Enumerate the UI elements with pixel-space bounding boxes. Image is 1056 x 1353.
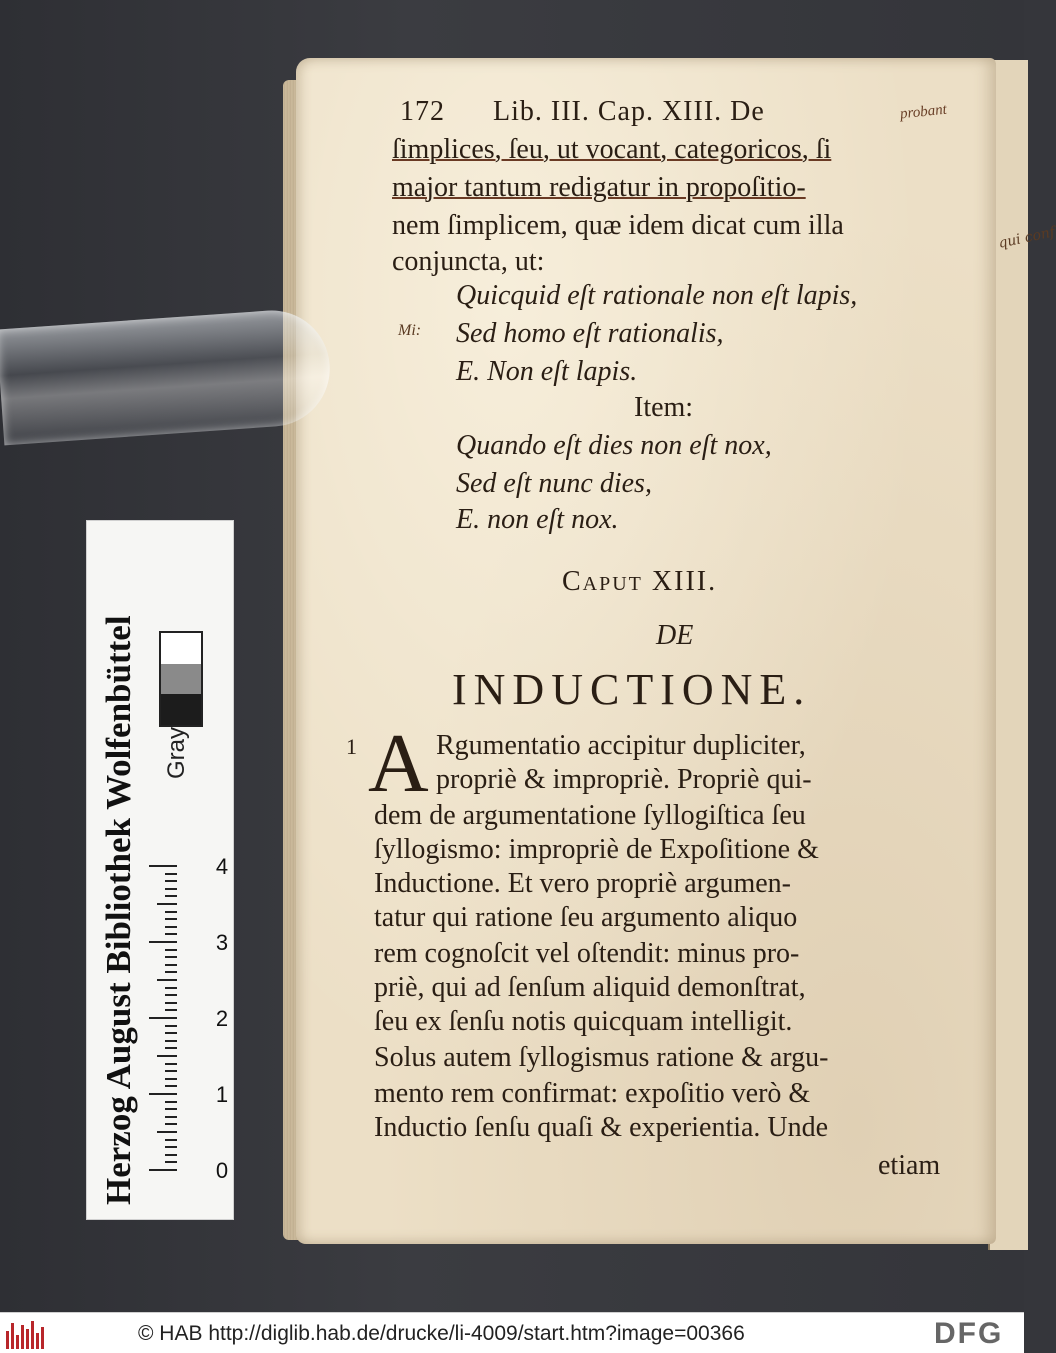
ruler-tick (165, 911, 177, 913)
ruler-tick (157, 1131, 177, 1133)
copyright-link[interactable]: © HAB http://diglib.hab.de/drucke/li-4009/start.htm?image=00366 (138, 1322, 745, 1345)
swatch-dark (161, 694, 201, 725)
chapter-number: Caput XIII. (562, 566, 718, 597)
text-line: conjuncta, ut: (392, 246, 545, 277)
syllogism-line: Sed eſt nunc dies, (456, 468, 652, 499)
syllogism-line: Sed homo eſt rationalis, (456, 318, 724, 349)
ruler-tick (165, 987, 177, 989)
ruler-tick (165, 1040, 177, 1042)
page-number: 172 (400, 96, 445, 127)
ruler-tick (157, 903, 177, 905)
ruler-tick (165, 1154, 177, 1156)
ruler-number: 4 (215, 853, 229, 879)
body-line: etiam (878, 1150, 941, 1181)
ruler-tick (149, 1169, 177, 1171)
ruler-tick (165, 1070, 177, 1072)
ruler-tick (165, 1063, 177, 1065)
ruler-tick (157, 1055, 177, 1057)
ruler-tick (165, 1078, 177, 1080)
running-head (400, 96, 765, 128)
ruler-tick (165, 1101, 177, 1103)
ruler-tick (165, 933, 177, 935)
scale-card-title: Herzog August Bibliothek Wolfenbüttel (99, 615, 138, 1205)
paragraph-number: 1 (346, 734, 357, 759)
ruler-tick (165, 1116, 177, 1118)
ruler-tick (149, 941, 177, 943)
chapter-de: DE (656, 620, 694, 651)
ruler-tick (165, 895, 177, 897)
ruler-tick (165, 994, 177, 996)
ruler-number: 3 (215, 929, 229, 955)
ruler-tick (165, 1139, 177, 1141)
ruler-tick (165, 1032, 177, 1034)
body-line: dem de argumentatione ſyllogiſtica ſeu (374, 800, 806, 831)
ruler-tick (157, 979, 177, 981)
ruler-tick (149, 1017, 177, 1019)
body-line: ſeu ex ſenſu notis quicquam intelligit. (374, 1006, 793, 1037)
ruler-tick (149, 865, 177, 867)
syllogism-line: E. non eſt nox. (456, 504, 619, 535)
body-line: propriè & impropriè. Propriè qui- (436, 764, 812, 795)
handwritten-header-note: probant (899, 101, 948, 123)
ruler-tick (165, 873, 177, 875)
ruler-tick (165, 926, 177, 928)
ruler-tick (165, 964, 177, 966)
item-label: Item: (634, 392, 694, 423)
ruler-tick (165, 1108, 177, 1110)
ruler-number: 0 (215, 1157, 229, 1183)
color-scale-card (86, 520, 234, 1220)
body-line: Inductione. Et vero propriè argumen- (374, 868, 792, 899)
text-line: ſimplices, ſeu, ut vocant, categoricos, ſi (392, 134, 832, 165)
text-line: nem ſimplicem, quæ idem dicat cum illa (392, 210, 844, 241)
ruler-tick (165, 1025, 177, 1027)
ruler-tick (165, 1123, 177, 1125)
ruler-tick (149, 1093, 177, 1095)
swatch-light (161, 633, 201, 664)
body-line: Solus autem ſyllogismus ratione & argu- (374, 1042, 829, 1073)
body-line: priè, qui ad ſenſum aliquid demonſtrat, (374, 972, 806, 1003)
ruler-tick (165, 880, 177, 882)
handwritten-minor-note: Mi: (398, 322, 422, 339)
ruler-tick (165, 1146, 177, 1148)
footer-bar (0, 1312, 1024, 1353)
ruler-tick (165, 888, 177, 890)
body-line: ſyllogismo: impropriè de Expoſitione & (374, 834, 819, 865)
syllogism-line: E. Non eſt lapis. (456, 356, 638, 387)
ruler-number: 1 (215, 1081, 229, 1107)
drop-cap: A (368, 717, 429, 810)
ruler-tick (165, 1161, 177, 1163)
ruler-tick (165, 956, 177, 958)
ruler-number: 2 (215, 1005, 229, 1031)
next-page-margin-note: qui conf (996, 224, 1056, 252)
dfg-logo: DFG (934, 1317, 1004, 1350)
ruler-ticks (149, 841, 177, 1171)
ruler-tick (165, 918, 177, 920)
ruler-tick (165, 949, 177, 951)
ruler-tick (165, 1002, 177, 1004)
glass-page-weight (0, 307, 334, 446)
ruler-tick (165, 1047, 177, 1049)
hab-logo-icon (6, 1319, 46, 1349)
ruler-tick (165, 971, 177, 973)
text-line: major tantum redigatur in propoſitio- (392, 172, 806, 203)
syllogism-line: Quando eſt dies non eſt nox, (456, 430, 772, 461)
gray-swatches (159, 631, 203, 727)
ruler-tick (165, 1009, 177, 1011)
body-line: mento rem confirmat: expoſitio verò & (374, 1078, 811, 1109)
syllogism-line: Quicquid eſt rationale non eſt lapis, (456, 280, 858, 311)
body-line: Rgumentatio accipitur dupliciter, (436, 730, 806, 761)
body-line: tatur qui ratione ſeu argumento aliquo (374, 902, 798, 933)
body-line: rem cognoſcit vel oſtendit: minus pro- (374, 938, 800, 969)
body-line: Inductio ſenſu quaſi & experientia. Unde (374, 1112, 829, 1143)
ruler-tick (165, 1085, 177, 1087)
chapter-title: INDUCTIONE. (452, 665, 812, 714)
running-head-title: Lib. III. Cap. XIII. De (493, 96, 765, 127)
swatch-mid (161, 664, 201, 695)
